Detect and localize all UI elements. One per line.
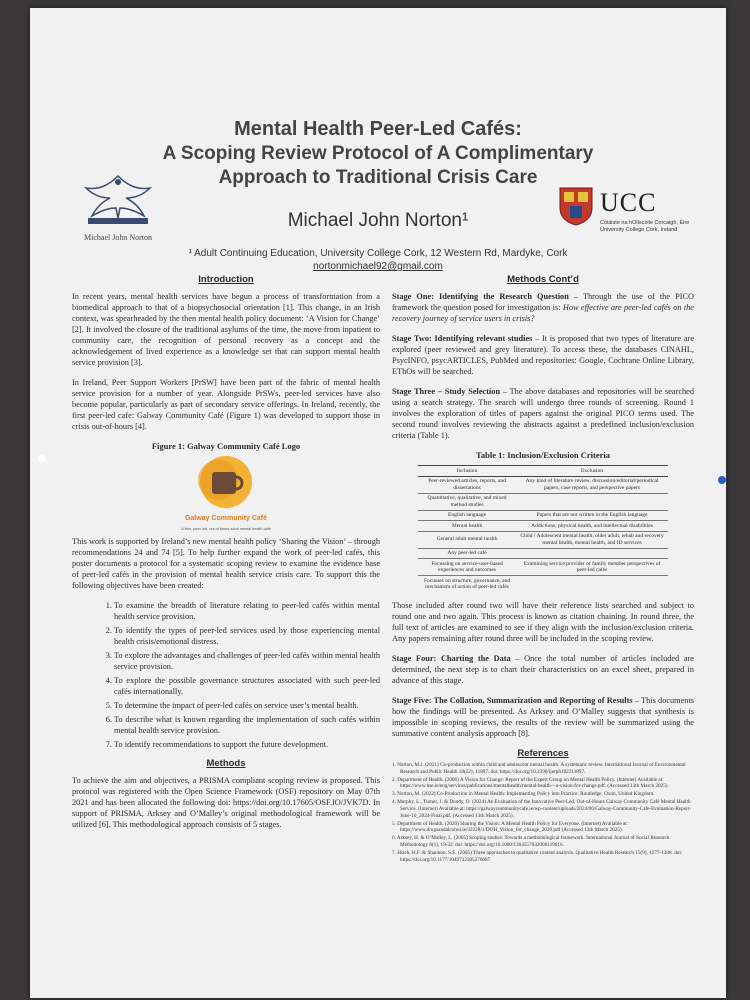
table-header-cell: Inclusion [418, 466, 516, 477]
intro-paragraph-1: In recent years, mental health services have begun a process of transformation from a biomedical approach to that of a biopsychosocial orientation [1]. This change, in an Irish context, was spearheaded by the then mental health policy document: ‘A Vision for Change’ [2]. It involved the closure of the traditional asylums of the time, the move from inpatient to community care, the recognition of personal recovery as a concept and the acknowledgement of lived experience as a knowledge set that can support mental health service provision [3]. [72, 292, 380, 367]
stage-five-text: – This documents how the findings will be presented. As Arksey and O’Malley suggests that synthesis is impossible in scoping reviews, the results of the review will be summarized using the summative content analysis approach [8]. [392, 696, 694, 738]
table-cell: Addictions, physical health, and intellectual disabilities [516, 521, 668, 532]
objective-item: 2. To identify the types of peer-led services used by those experiencing mental health crisis/emotional distress. [114, 625, 380, 647]
inclusion-exclusion-table [418, 465, 668, 592]
table-row [418, 559, 668, 576]
intro-paragraph-2: In Ireland, Peer Support Workers [PrSW] have been part of the fabric of mental health service provision for a number of year. Alongside PrSWs, peer-led services have also become popular, particularly as part of secondary service offerings. In Ireland, recently, the first peer-led cafe: Galway Community Café (Figure 1) was developed to support those in crisis out-of-hours [4]. [72, 378, 380, 431]
reference-item: 4. Murphy, L., Turner, J. & Doody, O. (2024) An Evaluation of the Innovative Peer-Led, Out-of-Hours Galway Community Café Mental Health Service. (Internet) Available at: https://galwaycommunitycafe.ie/wp-content/uploads/2024/06/Galway-Community-Cafe-Evaluation-Report-June-10_2024-Final.pdf. (Accessed 13th March 2025). [392, 799, 692, 819]
author-email[interactable]: nortonmichael92@gmail.com [313, 261, 443, 272]
stage-three-text: – The above databases and repositories will be searched using a search strategy. The search will undergo three rounds of screening. Round 1 involves the exploration of titles of papers against the original PICO terms used. The second round involves reviewing the abstracts against a predefined inclusion/exclusion criteria (Table 1). [392, 387, 694, 440]
stage-two-text: – It is proposed that two types of literature are explored (peer reviewed and grey literature). To access these, the databases CINAHL, PsycINFO, psycARTICLES, PubMed and repositories: Google, Cochrane Online Library, EThOs will be searched. [392, 334, 695, 376]
objective-item: 5. To determine the impact of peer-led cafés on service user’s mental health. [114, 700, 380, 711]
galway-cafe-logo-subtitle: A free, peer-led, out of hours adult mental health café [181, 527, 271, 531]
stage-five-label: Stage Five: The Collation, Summarization and Reporting of Results [392, 696, 633, 705]
table-cell [516, 493, 668, 510]
table-1-heading: Table 1: Inclusion/Exclusion Criteria [475, 450, 611, 460]
stage-two-label: Stage Two: Identifying relevant studies [392, 334, 533, 343]
galway-cafe-logo-text: Galway Community Café [184, 515, 268, 522]
table-cell: Examining service provider or family member perspectives of peer-led cafés [516, 559, 668, 576]
table-row [418, 521, 668, 532]
table-cell: Any kind of literature review, discussion/editorial/periodical papers, case reports, and perspective papers [516, 476, 668, 493]
table-row [418, 531, 668, 548]
table-row [418, 510, 668, 521]
poster-title-line2: A Scoping Review Protocol of A Complimentary Approach to Traditional Crisis Care [162, 143, 594, 188]
table-row [418, 476, 668, 493]
table-cell: Child / Adolescent mental health, older adult, rehab and recovery mental health, mental health, and ID services [516, 531, 668, 548]
stage-one-text: – Through the use of the PICO framework the question posed for investigation is: [392, 292, 694, 312]
poster-title-line1: Mental Health Peer-Led Cafés: [234, 118, 522, 140]
table-cell: Any peer-led café [418, 548, 516, 559]
table-row [418, 548, 668, 559]
table-cell: Peer-reviewed articles, reports, and dissertations [418, 476, 516, 493]
methods-paragraph: To achieve the aim and objectives, a PRISMA compliant scoping review is proposed. This protocol was registered with the Open Science Framework (OSF) repository on May 07th 2021 and has been allocated the following doi: https://doi.org/10.17605/OSF.IO/JVK7D. In support of PRISMA, Arksey and O’Malley’s original methodological framework will be utilized [6]. This methodological approach consists of 5 stages. [72, 776, 380, 829]
left-column [72, 274, 380, 839]
table-cell [516, 576, 668, 593]
references-heading: References [517, 748, 569, 759]
table-cell: General adult mental health [418, 531, 516, 548]
table-cell: Focusses on structure, governance, and mechanism of action of peer-led cafés [418, 576, 516, 593]
introduction-heading: Introduction [198, 274, 254, 285]
objective-item: 4. To explore the possible governance structures associated with such peer-led cafés internationally. [114, 675, 380, 697]
stage-three-paragraph [392, 386, 694, 441]
objective-item: 6. To describe what is known regarding the implementation of such cafés within mental health service provision. [114, 714, 380, 736]
table-cell: English language [418, 510, 516, 521]
reference-item: 2. Department of Health. (2006) A Vision for Change: Report of the Expert Group on Mental Health Policy. (Internet) Available at: https://www.hse.ie/eng/services/publications/mentalhealth/mental-health---a-vision-for-change.pdf. (Accessed 13th March 2025). [392, 776, 669, 790]
white-pin-icon [38, 455, 46, 463]
after-table-paragraph: Those included after round two will have their reference lists searched and subject to round one and two again. This process is known as citation chaining. In round three, the full text of articles are examined to see if they align with the inclusion/exclusion criteria. Any papers remaining after round three will be included in the scoping review. [392, 601, 694, 643]
table-cell [516, 548, 668, 559]
blue-pin-icon [718, 476, 726, 484]
objective-item: 3. To explore the advantages and challenges of peer-led cafés within mental health service provision. [114, 650, 380, 672]
reference-item: 3. Norton, M. (2022) Co-Production in Mental Health: Implementing Policy into Practice. Routledge, Oxon, United Kingdom. [392, 791, 655, 798]
reference-item: 7. Hsieh, H.F. & Shannon, S.E. (2005) Three approaches to qualitative content analysis. Qualitative Health Research 15(9), 1277-1288. doi: https://doi.org/10.1177/1049732305276687. [392, 850, 683, 863]
table-header-cell: Exclusion [516, 466, 668, 477]
objective-item: 7. To identify recommendations to support the future development. [114, 739, 380, 750]
table-cell: Mental health [418, 521, 516, 532]
stage-one-label: Stage One: Identifying the Research Question [392, 292, 569, 301]
reference-item: 1. Norton, M.J. (2021) Co-production within child and adolescent mental health: A systematic review. International Journal of Environmental Research and Public Health 18(22), 11897. doi: https://doi.org/10.3390/ijerph182211897. [392, 762, 686, 775]
right-column [392, 274, 694, 865]
author-name: Michael John Norton¹ [287, 210, 469, 231]
stage-one-paragraph [392, 291, 694, 324]
poster [30, 8, 726, 998]
intro-paragraph-3: This work is supported by Ireland’s new mental health policy ‘Sharing the Vision’ – through recommendations 24 and 74 [5]. To help further expand the work of peer-led cafés, this poster documents a protocol for a systematic scoping review to examine the evidence base of peer-led cafés in the provision of mental health service crisis care. To support this the following objectives have been created: [72, 537, 380, 590]
methods-heading: Methods [206, 758, 246, 769]
table-row [418, 493, 668, 510]
table-cell: Focussing on service-user-based experiences and outcomes [418, 559, 516, 576]
stage-one-question: How effective are peer-led cafés on the recovery journey of service users in crisis? [392, 303, 694, 323]
stage-two-paragraph [392, 333, 694, 377]
stage-four-paragraph [392, 653, 694, 686]
galway-cafe-logo [126, 456, 326, 531]
table-cell: Papers that are not written in the English language [516, 510, 668, 521]
methods-contd-heading: Methods Cont’d [507, 274, 579, 285]
table-header-row [418, 466, 668, 477]
table-cell: Quantitative, qualitative, and mixed method studies [418, 493, 516, 510]
reference-item: 6. Arksey, H. & O’Malley, L. (2005) Scoping studies: Towards a methodological framework. International Journal of Social Research Methodology 8(1), 19-32. doi: https://doi.org/10.1080/1364557032000119616. [392, 835, 670, 849]
author-affiliation: ¹ Adult Continuing Education, University College Cork, 12 Western Rd, Mardyke, Cork [188, 248, 568, 259]
ucc-logo-text: UCC [600, 188, 657, 217]
reference-item: 5. Department of Health. (2020) Sharing the Vision: A Mental Health Policy for Everyone. (Internet) Available at: https://www.drugsandalcohol.ie/32228/1/DOH_Vision_for_change_2020.pdf (Accessed 13th March 2025). [392, 820, 629, 834]
coffee-cup-icon [126, 456, 326, 508]
stage-four-label: Stage Four: Charting the Data [392, 654, 511, 663]
stage-five-paragraph [392, 695, 694, 739]
objectives-list [72, 600, 380, 750]
stage-three-label: Stage Three – Study Selection [392, 387, 501, 396]
objective-item: 1. To examine the breadth of literature relating to peer-led cafés within mental health service provision. [114, 600, 380, 622]
references-list [392, 762, 694, 863]
author-logo-text: Michael John Norton [84, 233, 152, 242]
ucc-logo-subtitle: Coláiste na hOllscoile Corcaigh, Éire University College Cork, Ireland [600, 220, 690, 233]
stage-four-text: – Once the total number of articles included are determined, the next step is to chart their characteristics on an excel sheet, prepared in advance of this stage. [392, 654, 694, 685]
figure-1-heading: Figure 1: Galway Community Café Logo [151, 441, 301, 451]
table-row [418, 576, 668, 593]
